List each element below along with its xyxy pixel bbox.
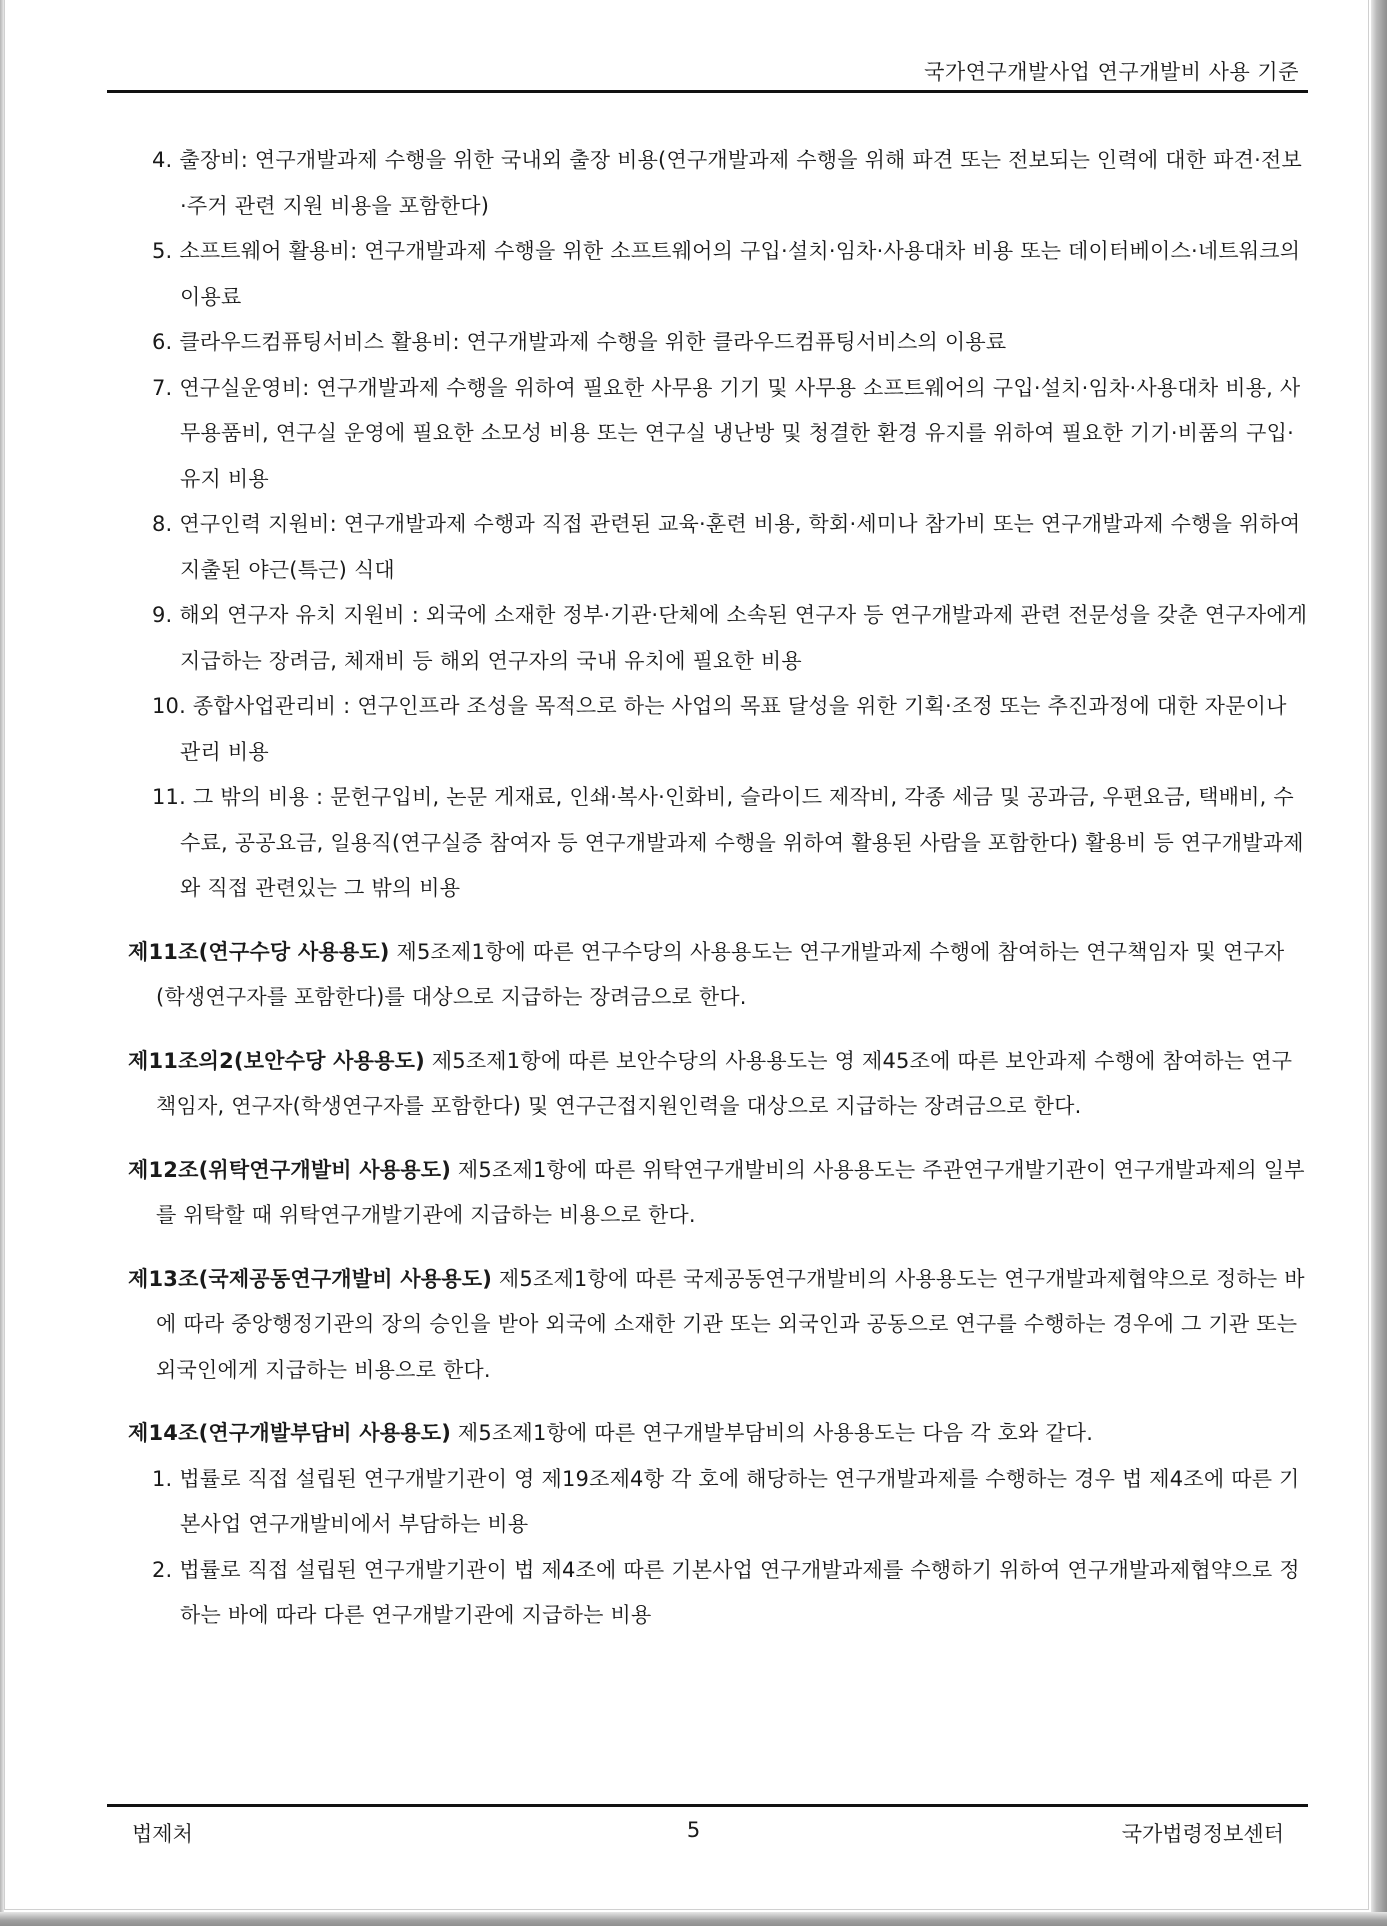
- article-14-item-1: [128, 1457, 1308, 1548]
- article-title: 제13조(국제공동연구개발비 사용용도): [128, 1266, 493, 1291]
- list-item-text: 법률로 직접 설립된 연구개발기관이 법 제4조에 따른 기본사업 연구개발과제를 수행하기 위하여 연구개발과제협약으로 정하는 바에 따라 다른 연구개발기관에 지급하는 비용: [179, 1557, 1300, 1627]
- list-item-6: [128, 320, 1308, 366]
- page-shadow-bottom: [0, 1912, 1387, 1926]
- article-text: 제5조제1항에 따른 연구개발부담비의 사용용도는 다음 각 호와 같다.: [451, 1421, 1094, 1445]
- section-gap: [128, 1393, 1308, 1411]
- header-divider: [107, 90, 1308, 93]
- list-item-number: 1.: [152, 1466, 173, 1491]
- page-number: 5: [686, 1818, 701, 1842]
- list-item-number: 4.: [152, 148, 173, 172]
- article-text: 제5조제1항에 따른 보안수당의 사용용도는 영 제45조에 따른 보안과제 수행에 참여하는 연구책임자, 연구자(학생연구자를 포함한다) 및 연구근접지원인력을 대상으로 지급하는 장려금으로 한다.: [156, 1048, 1293, 1118]
- list-item-number: 6.: [152, 330, 173, 354]
- list-item-text: 출장비: 연구개발과제 수행을 위한 국내외 출장 비용(연구개발과제 수행을 위해 파견 또는 전보되는 인력에 대한 파견·전보·주거 관련 지원 비용을 포함한다): [179, 148, 1302, 218]
- list-item-11: [128, 775, 1308, 912]
- footer-publisher: 법제처: [132, 1822, 193, 1846]
- list-item-number: 2.: [152, 1557, 173, 1582]
- article-text: 제5조제1항에 따른 위탁연구개발비의 사용용도는 주관연구개발기관이 연구개발과제의 일부를 위탁할 때 위탁연구개발기관에 지급하는 비용으로 한다.: [156, 1157, 1305, 1227]
- list-item-number: 8.: [152, 512, 173, 536]
- section-gap: [128, 912, 1308, 930]
- footer-divider: [107, 1804, 1308, 1807]
- list-item-4: [128, 138, 1308, 229]
- article-11-2: [128, 1039, 1308, 1130]
- list-item-10: [128, 684, 1308, 775]
- list-item-text: 법률로 직접 설립된 연구개발기관이 영 제19조제4항 각 호에 해당하는 연구개발과제를 수행하는 경우 법 제4조에 따른 기본사업 연구개발비에서 부담하는 비용: [179, 1466, 1300, 1536]
- footer-source: 국가법령정보센터: [1121, 1822, 1284, 1846]
- article-title: 제12조(위탁연구개발비 사용용도): [128, 1157, 452, 1182]
- list-item-text: 클라우드컴퓨팅서비스 활용비: 연구개발과제 수행을 위한 클라우드컴퓨팅서비스의 이용료: [179, 330, 1007, 354]
- article-text: 제5조제1항에 따른 국제공동연구개발비의 사용용도는 연구개발과제협약으로 정하는 바에 따라 중앙행정기관의 장의 승인을 받아 외국에 소재한 기관 또는 외국인과 공동으로 연구를 수행하는 경우에 그 기관 또는 외국인에게 지급하는 비용으로 한다.: [156, 1266, 1305, 1382]
- list-item-5: [128, 229, 1308, 320]
- article-12: [128, 1148, 1308, 1239]
- article-11: [128, 930, 1308, 1021]
- list-item-number: 7.: [152, 375, 173, 400]
- list-item-text: 소프트웨어 활용비: 연구개발과제 수행을 위한 소프트웨어의 구입·설치·임차·사용대차 비용 또는 데이터베이스·네트워크의 이용료: [179, 239, 1301, 309]
- article-14-item-2: [128, 1548, 1308, 1639]
- article-14: [128, 1411, 1308, 1457]
- document-header-title: 국가연구개발사업 연구개발비 사용 기준: [924, 60, 1299, 84]
- section-gap: [128, 1021, 1308, 1039]
- list-item-number: 5.: [152, 239, 173, 263]
- article-title: 제11조의2(보안수당 사용용도): [128, 1048, 425, 1073]
- list-item-8: [128, 502, 1308, 593]
- article-title: 제14조(연구개발부담비 사용용도): [128, 1421, 452, 1445]
- list-item-text: 연구실운영비: 연구개발과제 수행을 위하여 필요한 사무용 기기 및 사무용 소프트웨어의 구입·설치·임차·사용대차 비용, 사무용품비, 연구실 운영에 필요한 소모성 비용 또는 연구실 냉난방 및 청결한 환경 유지를 위하여 필요한 기기·비품의 구입·유지 비용: [179, 375, 1301, 491]
- section-gap: [128, 1130, 1308, 1148]
- list-item-text: 그 밖의 비용 : 문헌구입비, 논문 게재료, 인쇄·복사·인화비, 슬라이드 제작비, 각종 세금 및 공과금, 우편요금, 택배비, 수수료, 공공요금, 일용직(연구실증 참여자 등 연구개발과제 수행을 위하여 활용된 사람을 포함한다) 활용비 등 연구개발과제와 직접 관련있는 그 밖의 비용: [180, 785, 1304, 900]
- list-item-text: 해외 연구자 유치 지원비 : 외국에 소재한 정부·기관·단체에 소속된 연구자 등 연구개발과제 관련 전문성을 갖춘 연구자에게 지급하는 장려금, 체재비 등 해외 연구자의 국내 유치에 필요한 비용: [179, 603, 1308, 673]
- list-item-number: 10.: [152, 694, 186, 718]
- section-gap: [128, 1239, 1308, 1257]
- document-body: [128, 138, 1308, 1639]
- list-item-7: [128, 366, 1308, 503]
- page-shadow-right: [1371, 0, 1387, 1926]
- list-item-text: 연구인력 지원비: 연구개발과제 수행과 직접 관련된 교육·훈련 비용, 학회·세미나 참가비 또는 연구개발과제 수행을 위하여 지출된 야근(특근) 식대: [179, 512, 1301, 582]
- list-item-text: 종합사업관리비 : 연구인프라 조성을 목적으로 하는 사업의 목표 달성을 위한 기획·조정 또는 추진과정에 대한 자문이나 관리 비용: [180, 694, 1287, 764]
- list-item-number: 11.: [152, 785, 186, 809]
- article-title: 제11조(연구수당 사용용도): [128, 939, 390, 964]
- article-text: 제5조제1항에 따른 연구수당의 사용용도는 연구개발과제 수행에 참여하는 연구책임자 및 연구자(학생연구자를 포함한다)를 대상으로 지급하는 장려금으로 한다.: [156, 939, 1285, 1009]
- list-item-9: [128, 593, 1308, 684]
- list-item-number: 9.: [152, 603, 173, 627]
- article-13: [128, 1257, 1308, 1394]
